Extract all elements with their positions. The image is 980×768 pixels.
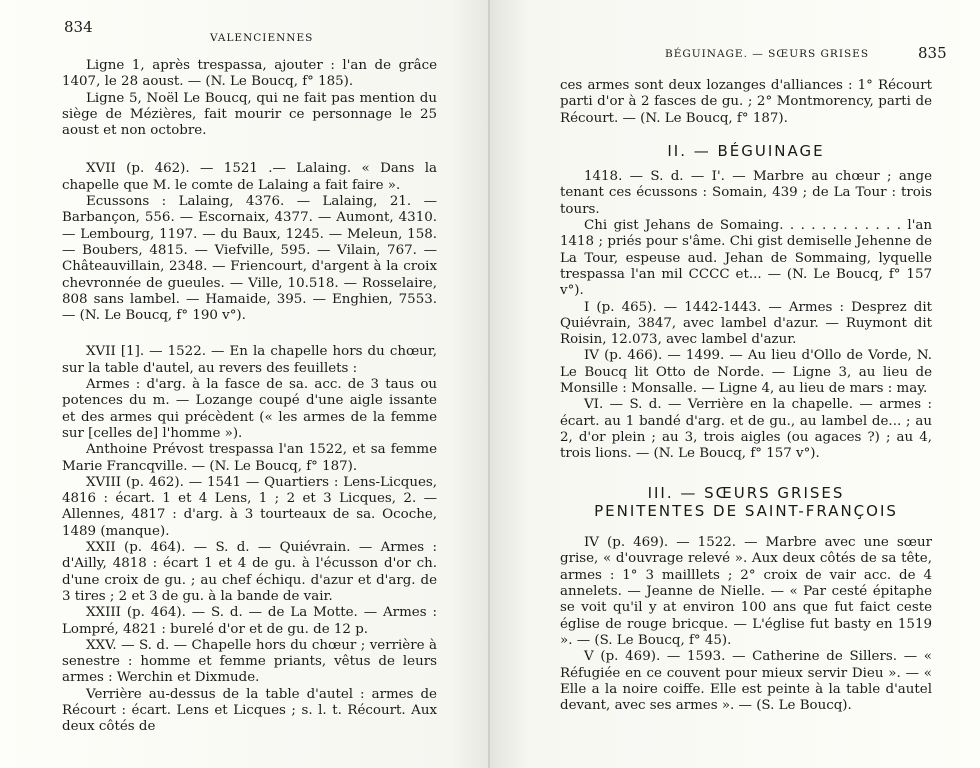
entry-xxii: XXII (p. 464). — S. d. — Quiévrain. — Armes : d'Ailly, 4818 : écart 1 et 4 de gu. à l'écusson d'or ch. d'une croix de gu. ; au chef échiqu. d'azur et d'arg. de 3 tires ; 2 et 3 de gu. à la bande de vair. <box>62 540 437 604</box>
entry-iv-469: IV (p. 469). — 1522. — Marbre avec une sœur grise, « d'ouvrage relevé ». Aux deux côtés de sa tête, armes : 1° 3 mailllets ; 2° croix de vair acc. de 4 annelets. — Jeanne de Nielle. — « Par cesté épitaphe se voit qu'il y at environ 100 ans que fut faict ceste église de rouge bricque. — L'église fut basty en 1519 ». — (S. Le Boucq, f° 45). <box>560 535 932 648</box>
entry-xxv: XXV. — S. d. — Chapelle hors du chœur ; verrière à senestre : homme et femme priants, vêtus de leurs armes : Werchin et Dixmude. <box>62 637 437 686</box>
paragraph: Ecussons : Lalaing, 4376. — Lalaing, 21. — Barbançon, 556. — Escornaix, 4377. — Aumont, 4310. — Lembourg, 1197. — du Baux, 1245. — Meleun, 158. — Boubers, 4815. — Viefville, 595. — Vilain, 767. — Châteauvillain, 2348. — Friencourt, d'argent à la croix chevronnée de gueules. — Ville, 10.518. — Rosselaire, 808 sans lambel. — Hamaide, 395. — Enghien, 7553. — (N. Le Boucq, f° 190 v°). <box>62 194 437 324</box>
entry-1418: 1418. — S. d. — I'. — Marbre au chœur ; ange tenant ces écussons : Somain, 439 ; de La Tour : trois tours. <box>560 169 932 217</box>
right-page <box>490 0 980 768</box>
section-heading: III. — SŒURS GRISES <box>647 483 845 502</box>
paragraph: Verrière au-dessus de la table d'autel : armes de Récourt : écart. Lens et Licques ; s. l. t. Récourt. Aux deux côtés de <box>62 686 437 735</box>
running-head: VALENCIENNES <box>210 32 314 44</box>
paragraph: Ligne 5, Noël Le Boucq, qui ne fait pas mention du siège de Mézières, fait mourir ce personnage le 25 aoust et non octobre. <box>62 90 437 139</box>
paragraph: Anthoine Prévost trespassa l'an 1522, et sa femme Marie Francqville. — (N. Le Boucq, f° 187). <box>62 442 437 474</box>
paragraph: ces armes sont deux lozanges d'alliances : 1° Récourt parti d'or à 2 fasces de gu. ; 2° Montmorency, parti de Récourt. — (N. Le Boucq, f° 187). <box>560 78 932 126</box>
right-text <box>560 78 932 714</box>
entry-v-469: V (p. 469). — 1593. — Catherine de Sillers. — « Réfugiée en ce couvent pour mieux servir Dieu ». — « Elle a la noire coiffe. Elle est peinte à la table d'autel devant, avec ses armes ». — (S. Le Boucq). <box>560 649 932 714</box>
entry-xviii: XVIII (p. 462). — 1541 — Quartiers : Lens-Licques, 4816 : écart. 1 et 4 Lens, 1 ; 2 et 3 Licques, 2. — Allennes, 4817 : d'arg. à 3 tourteaux de sa. Ocoche, 1489 (manque). <box>62 474 437 539</box>
entry-iv: IV (p. 466). — 1499. — Au lieu d'Ollo de Vorde, N. Le Boucq lit Otto de Norde. — Ligne 3, au lieu de Monsille : Monsalle. — Ligne 4, au lieu de mars : may. <box>560 348 932 397</box>
paragraph: Ligne 1, après trespassa, ajouter : l'an de grâce 1407, le 28 aoust. — (N. Le Boucq, f° 185). <box>62 58 437 90</box>
page-number: 835 <box>918 44 947 62</box>
paragraph: Chi gist Jehans de Somaing. . . . . . . . . . . . l'an 1418 ; priés pour s'âme. Chi gist demiselle Jehenne de La Tour, espeuse aud. Jehan de Sommaing, lyquelle trespassa l'an mil CCCC et... — (N. Le Boucq, f° 157 v°). <box>560 218 932 299</box>
entry-xxiii: XXIII (p. 464). — S. d. — de La Motte. — Armes : Lompré, 4821 : burelé d'or et de gu. de 12 p. <box>62 605 437 637</box>
paragraph: Armes : d'arg. à la fasce de sa. acc. de 3 taus ou potences du m. — Lozange coupé d'une aigle issante et des armes qui précèdent (« les armes de la femme sur [celles de] l'homme »). <box>62 377 437 441</box>
entry-xvii: XVII (p. 462). — 1521 .— Lalaing. « Dans la chapelle que M. le comte de Lalaing a fait faire ». <box>62 161 437 193</box>
section-subheading: PENITENTES DE SAINT-FRANÇOIS <box>594 501 898 520</box>
section-heading: II. — BÉGUINAGE <box>667 141 825 160</box>
left-text <box>62 58 437 736</box>
entry-xvii-1: XVII [1]. — 1522. — En la chapelle hors du chœur, sur la table d'autel, au revers des feuillets : <box>62 344 437 376</box>
running-head: BÉGUINAGE. — SŒURS GRISES <box>665 48 870 60</box>
entry-i: I (p. 465). — 1442-1443. — Armes : Desprez dit Quiévrain, 3847, avec lambel d'azur. — Ruymont dit Roisin, 12.073, avec lambel d'azur. <box>560 299 932 348</box>
entry-vi: VI. — S. d. — Verrière en la chapelle. — armes : écart. au 1 bandé d'arg. et de gu., au lambel de... ; au 2, d'or plein ; au 3, trois aigles (ou agaces ?) ; au 4, trois lions. — (N. Le Boucq, f° 157 v°). <box>560 397 932 462</box>
page-number: 834 <box>64 18 93 36</box>
